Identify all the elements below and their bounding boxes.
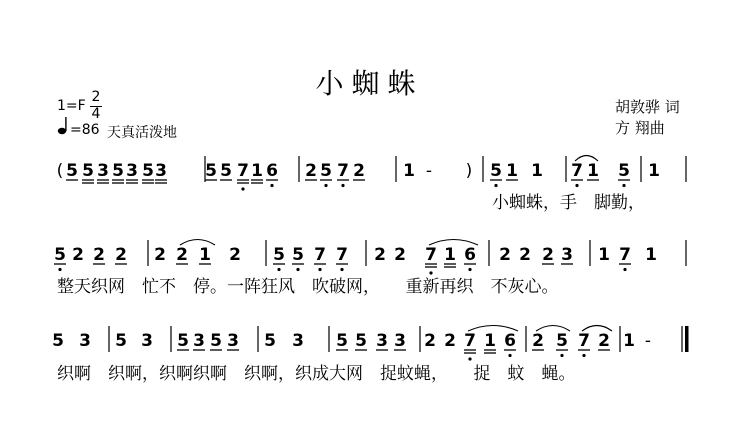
- note: 2: [115, 245, 127, 265]
- note: 2: [424, 331, 436, 351]
- note: 1: [444, 245, 456, 265]
- note: 5: [292, 245, 304, 265]
- lower-octave-dot: [340, 268, 343, 271]
- note: 5: [115, 331, 127, 351]
- note: 1: [623, 331, 635, 351]
- lyricist-credit: 胡敦骅 词: [615, 98, 680, 116]
- note: 6: [504, 331, 516, 351]
- notation-symbol: -: [425, 161, 433, 181]
- note: 3: [193, 331, 205, 351]
- note: 5: [556, 331, 568, 351]
- note: 5: [355, 331, 367, 351]
- note: 7: [578, 331, 590, 351]
- note: 1: [403, 161, 415, 181]
- note: 6: [266, 161, 278, 181]
- note: 1: [506, 161, 518, 181]
- note: 1: [484, 331, 496, 351]
- note: 3: [79, 331, 91, 351]
- note: 2: [444, 331, 456, 351]
- note: 7: [336, 245, 348, 265]
- note: 5: [490, 161, 502, 181]
- note: 5: [66, 161, 78, 181]
- lyric-line-1: 小蜘蛛，手 脚勤，: [492, 193, 645, 213]
- note: 2: [353, 161, 365, 181]
- song-title: 小蜘蛛: [315, 67, 424, 100]
- notation-symbol: (: [56, 161, 64, 181]
- note: 3: [227, 331, 239, 351]
- note: 1: [648, 161, 660, 181]
- note: 7: [619, 245, 631, 265]
- note: 2: [229, 245, 241, 265]
- key-signature: 1=F: [57, 98, 86, 114]
- lower-octave-dot: [341, 184, 344, 187]
- note: 2: [499, 245, 511, 265]
- lower-octave-dot: [241, 187, 244, 190]
- note: 3: [292, 331, 304, 351]
- lower-octave-dot: [296, 268, 299, 271]
- note: 7: [237, 161, 249, 181]
- lower-octave-dot: [277, 268, 280, 271]
- note: 5: [205, 161, 217, 181]
- note: 7: [464, 331, 476, 351]
- lower-octave-dot: [270, 184, 273, 187]
- note: 5: [336, 331, 348, 351]
- note: 2: [532, 331, 544, 351]
- final-barline-thick: [685, 326, 689, 352]
- note: 2: [374, 245, 386, 265]
- lower-octave-dot: [575, 184, 578, 187]
- note: 5: [82, 161, 94, 181]
- lower-octave-dot: [318, 268, 321, 271]
- note: 7: [425, 245, 437, 265]
- lower-octave-dot: [324, 184, 327, 187]
- note: 1: [587, 161, 599, 181]
- note: 7: [571, 161, 583, 181]
- note: 3: [141, 331, 153, 351]
- note: 7: [314, 245, 326, 265]
- note: 5: [220, 161, 232, 181]
- note: 5: [177, 331, 189, 351]
- note: 2: [154, 245, 166, 265]
- note: 5: [273, 245, 285, 265]
- note: 1: [199, 245, 211, 265]
- lyric-line-3: 织啊 织啊，织啊织啊 织啊，织成大网 捉蚊蝇， 捉 蚊 蝇。: [57, 364, 576, 384]
- note: 1: [645, 245, 657, 265]
- tempo-marking: =86: [70, 122, 100, 138]
- note: 3: [126, 161, 138, 181]
- notation-symbol: -: [644, 331, 652, 351]
- note: 3: [155, 161, 167, 181]
- note: 3: [394, 331, 406, 351]
- note: 2: [72, 245, 84, 265]
- expression-marking: 天真活泼地: [107, 125, 177, 141]
- note: 2: [542, 245, 554, 265]
- note: 5: [54, 245, 66, 265]
- notation-symbol: ): [465, 161, 473, 181]
- lower-octave-dot: [582, 354, 585, 357]
- note: 2: [519, 245, 531, 265]
- note: 2: [394, 245, 406, 265]
- note: 7: [337, 161, 349, 181]
- lyric-line-2: 整天织网 忙不 停。一阵狂风 吹破网， 重新再织 不灰心。: [57, 277, 559, 297]
- lower-octave-dot: [468, 268, 471, 271]
- note: 1: [598, 245, 610, 265]
- lower-octave-dot: [494, 184, 497, 187]
- note: 2: [305, 161, 317, 181]
- meter-denominator: 4: [91, 106, 101, 122]
- note: 5: [52, 331, 64, 351]
- note: 3: [97, 161, 109, 181]
- note: 2: [598, 331, 610, 351]
- lower-octave-dot: [623, 268, 626, 271]
- lower-octave-dot: [622, 184, 625, 187]
- lower-octave-dot: [560, 354, 563, 357]
- note: 5: [210, 331, 222, 351]
- note: 5: [264, 331, 276, 351]
- note: 5: [320, 161, 332, 181]
- note: 1: [251, 161, 263, 181]
- note: 3: [376, 331, 388, 351]
- note: 5: [618, 161, 630, 181]
- note: 5: [142, 161, 154, 181]
- meter-numerator: 2: [91, 89, 101, 105]
- composer-credit: 方 翔曲: [615, 119, 665, 137]
- lower-octave-dot: [58, 268, 61, 271]
- lower-octave-dot: [508, 354, 511, 357]
- note: 5: [112, 161, 124, 181]
- note: 1: [531, 161, 543, 181]
- note: 2: [93, 245, 105, 265]
- note: 6: [464, 245, 476, 265]
- note: 2: [176, 245, 188, 265]
- note: 3: [561, 245, 573, 265]
